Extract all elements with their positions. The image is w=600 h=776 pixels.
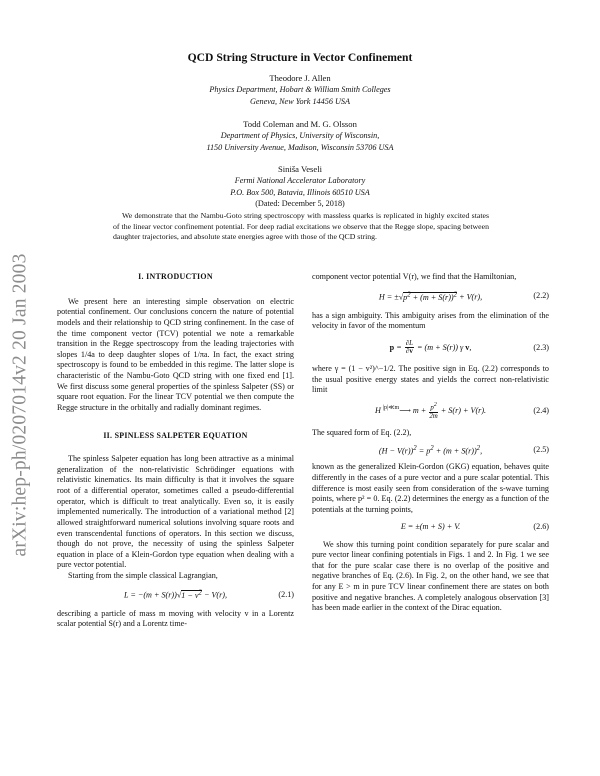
author-name: Siniša Veseli [277, 164, 322, 174]
paragraph: We present here an interesting simple observation on electric potential confinement. Our conclusions concern the nature of potential models and their relationship to QCD string confinement. In the case of the time component vector (TCV) potential we note a remarkable transition in the Regge spectroscopy from the leading trajectories with slopes 1/4a to deep daughter slopes of 1/πa. In fact, the exact string spectroscopy is found to be embedded in this regime. The latter slope is characteristic of the Nambu-Goto QCD string with one fixed end [1]. We first discuss some general properties of the spinless Salpeter (SS) or square root equation. For the linear TCV potential we then compute the Regge structure in the orbitally and radially dominant regimes. [57, 296, 294, 412]
author-affiliation: Department of Physics, University of Wisconsin, [220, 131, 380, 141]
paper-title: QCD String Structure in Vector Confinement [187, 51, 413, 64]
left-column [57, 272, 294, 630]
equation-2-3: p = $\frac{\partial L}{\partial v}$ = (m + S(r)) γ v, (2.3) [389, 339, 549, 356]
author-block-3 [0, 164, 600, 209]
paragraph: known as the generalized Klein-Gordon (GKG) equation, behaves quite differently in the cases of a pure vector and a pure scalar potential. This difference is most easily seen from consideration of the s-wave turning points, where p² = 0. Eq. (2.2) determines the energy as a function of the potentials at the turning points, [312, 462, 549, 514]
date-line: (Dated: December 5, 2018) [255, 198, 345, 208]
paragraph: The squared form of Eq. (2.2), [312, 427, 412, 437]
arxiv-identifier: arXiv:hep-ph/0207014v2 20 Jan 2003 [10, 253, 31, 557]
right-column [312, 272, 549, 614]
paragraph: has a sign ambiguity. This ambiguity arises from the elimination of the velocity in favor of the momentum [312, 310, 549, 331]
paragraph: Starting from the simple classical Lagrangian, [68, 571, 218, 580]
author-affiliation: Fermi National Accelerator Laboratory [234, 176, 366, 186]
author-address: 1150 University Avenue, Madison, Wisconsin 53706 USA [206, 142, 394, 152]
section-heading: II. SPINLESS SALPETER EQUATION [103, 430, 248, 440]
author-address: P.O. Box 500, Batavia, Illinois 60510 USA [230, 187, 370, 197]
equation-2-6: E = ±(m + S) + V. (2.6) [400, 522, 549, 532]
paragraph: where γ = (1 − v²)^−1/2. The positive sign in Eq. (2.2) corresponds to the usual positive energy states and yields the correct non-relativistic limit [312, 363, 549, 395]
paragraph: The spinless Salpeter equation has long been attractive as a minimal generalization of the non-relativistic Schrödinger equations with relativistic kinematics. Its main difficulty is that it involves the square root of a differential operator, sometimes called a pseudo-differential operator, which is difficult to treat analytically. Even so, it is easily implemented numerically. The introduction of a variational method [2] allowed straightforward numerical solutions involving square roots and even transcendental functions of operators. In this section we discuss, though do not prove, the necessity of using the spinless Salpeter equation in place of a Klein-Gordon type equation when dealing with a pure vector potential. [57, 454, 294, 570]
author-name: Todd Coleman and M. G. Olsson [243, 119, 357, 129]
equation-2-2: $H = \pm√p^2 + (m + S(r))^2 + V(r)$, (2.2) [378, 290, 549, 302]
author-name: Theodore J. Allen [269, 73, 331, 83]
abstract: We demonstrate that the Nambu-Goto string spectroscopy with massless quarks is replicated in highly excited states of the linear vector confinement potential. For deep radial excitations we observe that the Regge slope, spacing between daughter trajectories, and absolute state energies agree with those of the QCD string. [113, 211, 489, 242]
author-affiliation: Physics Department, Hobart & William Smith Colleges [209, 85, 391, 95]
paragraph: describing a particle of mass m moving with velocity v in a Lorentz scalar potential S(r) and a Lorentz time- [57, 608, 294, 629]
author-block-1 [0, 73, 600, 107]
equation-2-4: H $^{|p|≪m}$⟶ m + $\frac{p^2}{2m}$ + S(r) + V(r). (2.4) [374, 402, 549, 421]
author-block-2 [0, 119, 600, 153]
section-heading: I. INTRODUCTION [138, 272, 213, 281]
author-address: Geneva, New York 14456 USA [250, 96, 350, 106]
paragraph: component vector potential V(r), we find that the Hamiltonian, [312, 272, 517, 281]
paragraph: We show this turning point condition separately for pure scalar and pure vector linear confining potentials in Figs. 1 and 2. In Fig. 1 we see that for the pure scalar case there is no overlap of the positive and negative branches of Eq. (2.6). In Fig. 2, on the other hand, we see that for any E > m in pure TCV linear confinement there are states on both positive and negative branches. A completely analogous observation [3] has been made earlier in the context of the Dirac equation. [312, 539, 549, 613]
equation-2-5: $(H - V(r))^2 = p^2 + (m + S(r))^2$, (2.5) [378, 444, 549, 456]
equation-2-1: $L = -(m + S(r))√1 - v^2 - V(r)$, (2.1) [123, 589, 294, 601]
